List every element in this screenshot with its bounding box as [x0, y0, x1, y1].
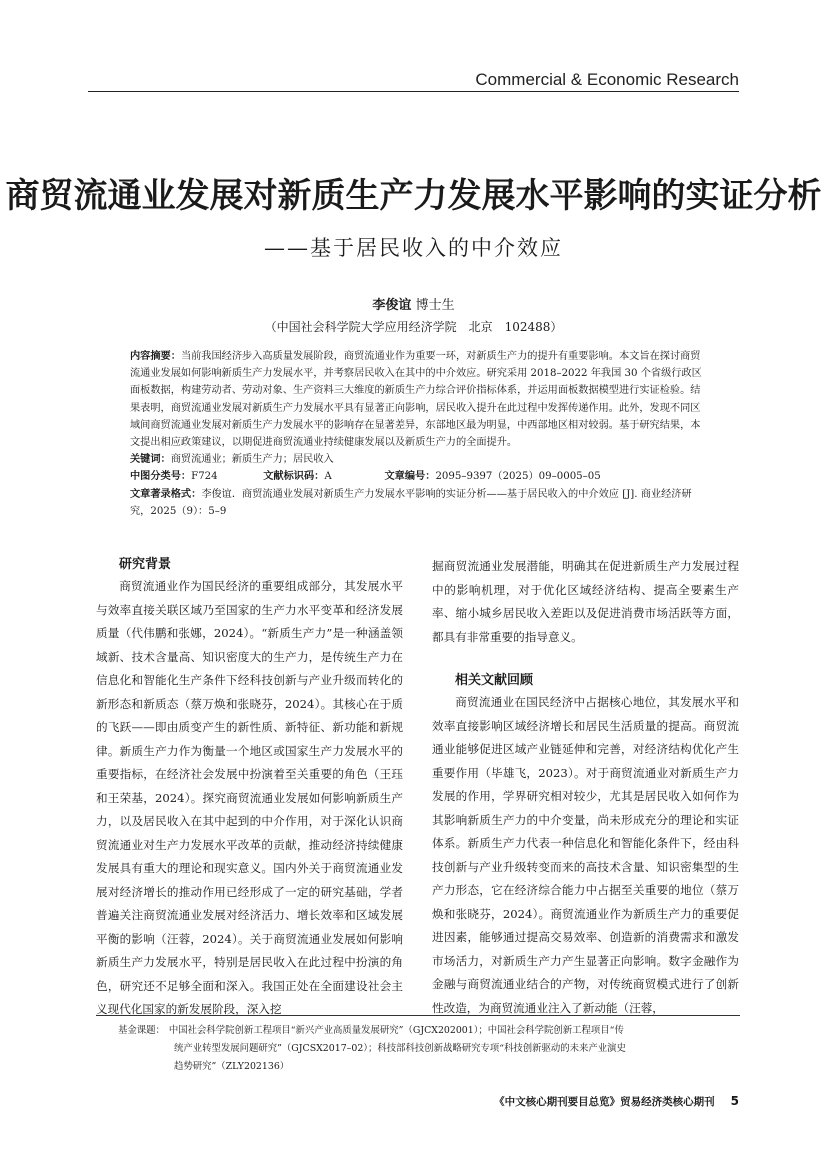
section-heading-background: 研究背景	[119, 557, 172, 572]
classification-row	[130, 468, 706, 485]
right-column	[432, 555, 739, 1020]
abstract-block	[130, 348, 706, 520]
article-subtitle: ——基于居民收入的中介效应	[264, 236, 563, 260]
paragraph-background-cont: 掘商贸流通业发展潜能，明确其在促进新质生产力发展过程中的影响机理，对于优化区域经济结构、提高全要素生产率、缩小城乡居民收入差距以及促进消费市场活跃等方面，都具有非常重要的指导意义。	[432, 559, 739, 644]
funding-line-3: 趋势研究”（ZLY202136）	[174, 1061, 290, 1072]
funding-label: 基金课题：	[118, 1025, 165, 1036]
funding-line-2: 统产业转型发展问题研究”（GJCSX2017–02）；科技部科技创新战略研究专项“科技创新驱动的未来产业演史	[174, 1043, 626, 1054]
citation	[130, 486, 706, 520]
abstract-label: 内容摘要：	[130, 351, 181, 362]
keywords-label: 关键词：	[130, 454, 171, 466]
article-number-value: 2095–9397（2025）09–0005–05	[435, 471, 601, 483]
funding-rule	[96, 1015, 740, 1016]
page-footer	[494, 1094, 739, 1109]
index-name: 《中文核心期刊要目总览》贸易经济类核心期刊	[494, 1096, 715, 1108]
author-name: 李俊谊	[372, 298, 412, 313]
section-heading-literature: 相关文献回顾	[455, 673, 534, 688]
article-number-label: 文章编号：	[384, 471, 436, 483]
article-title: 商贸流通业发展对新质生产力发展水平影响的实证分析	[5, 176, 822, 216]
abstract-text: 当前我国经济步入高质量发展阶段，商贸流通业作为重要一环，对新质生产力的提升有重要影响。本文旨在探讨商贸流通业发展如何影响新质生产力发展水平，并考察居民收入在其中的中介效应。研究采用 2018–2022 年我国 30 个省级行政区面板数据，构建劳动者、劳动对象、生产资料三大维度的新质生产力综合评价指标体系，并运用面板数据模型进行实证检验。结果表明，商贸流通业发展对新质生产力发展水平具有显著正向影响，居民收入提升在此过程中发挥传递作用。此外，发现不同区域间商贸流通业发展对新质生产力发展水平的影响存在显著差异，东部地区最为明显，中西部地区相对较弱。基于研究结果，本文提出相应政策建议，以期促进商贸流通业持续健康发展以及新质生产力的全面提升。	[130, 351, 702, 449]
header-rule	[88, 91, 739, 92]
keywords	[130, 451, 706, 468]
citation-text: 李俊谊．商贸流通业发展对新质生产力发展水平影响的实证分析——基于居民收入的中介效应 [J]. 商业经济研究，2025（9）：5–9	[130, 488, 692, 517]
author-title: 博士生	[415, 298, 455, 313]
abstract	[130, 348, 706, 451]
left-column	[96, 555, 403, 1022]
doc-value: A	[324, 471, 332, 483]
clc-value: F724	[191, 471, 218, 483]
funding-line-1: 中国社会科学院创新工程项目“新兴产业高质量发展研究”（GJCX202001）；中国社会科学院创新工程项目“传	[168, 1025, 624, 1036]
doc-label: 文献标识码：	[263, 471, 325, 483]
paragraph-literature: 商贸流通业在国民经济中占据核心地位，其发展水平和效率直接影响区域经济增长和居民生活质量的提高。商贸流通业能够促进区域产业链延伸和完善，对经济结构优化产生重要作用（毕雄飞，2023）。对于商贸流通业对新质生产力发展的作用，学界研究相对较少，尤其是居民收入如何作为其影响新质生产力的中介变量，尚未形成充分的理论和实证体系。新质生产力代表一种信息化和智能化条件下，经由科技创新与产业升级转变而来的高技术含量、知识密集型的生产力形态，它在经济综合能力中占据至关重要的地位（蔡万焕和张晓芬，2024）。商贸流通业作为新质生产力的重要促进因素，能够通过提高交易效率、创造新的消费需求和激发市场活力，对新质生产力产生显著正向影响。数字金融作为金融与商贸流通业结合的产物，对传统商贸模式进行了创新性改造，为商贸流通业注入了新动能（汪蓉，	[432, 695, 739, 1015]
author-line	[0, 294, 827, 313]
keywords-text: 商贸流通业；新质生产力；居民收入	[170, 454, 334, 466]
page-number: 5	[730, 1094, 739, 1108]
funding-note	[118, 1022, 726, 1076]
affiliation: （中国社会科学院大学应用经济学院 北京 102488）	[264, 320, 563, 334]
journal-name: Commercial & Economic Research	[475, 70, 739, 89]
citation-label: 文章著录格式：	[130, 488, 202, 500]
clc-label: 中图分类号：	[130, 471, 192, 483]
paragraph-background: 商贸流通业作为国民经济的重要组成部分，其发展水平与效率直接关联区域乃至国家的生产力水平变革和经济发展质量（代伟鹏和张娜，2024）。“新质生产力”是一种涵盖领域新、技术含量高、知识密度大的生产力，是传统生产力在信息化和智能化生产条件下经科技创新与产业升级而转化的新形态和新质态（蔡万焕和张晓芬，2024）。其核心在于质的飞跃——即由质变产生的新性质、新特征、新功能和新规律。新质生产力作为衡量一个地区或国家生产力发展水平的重要指标，在经济社会发展中扮演着至关重要的角色（王珏和王荣基，2024）。探究商贸流通业发展如何影响新质生产力，以及居民收入在其中起到的中介作用，对于深化认识商贸流通业对生产力发展水平改革的贡献，推动经济持续健康发展具有重大的理论和现实意义。国内外关于商贸流通业发展对经济增长的推动作用已经形成了一定的研究基础，学者普遍关注商贸流通业发展对经济活力、增长效率和区域发展平衡的影响（汪蓉，2024）。关于商贸流通业发展如何影响新质生产力发展水平，特别是居民收入在此过程中扮演的角色，研究还不足够全面和深入。我国正处在全面建设社会主义现代化国家的新发展阶段，深入挖	[96, 579, 403, 1016]
